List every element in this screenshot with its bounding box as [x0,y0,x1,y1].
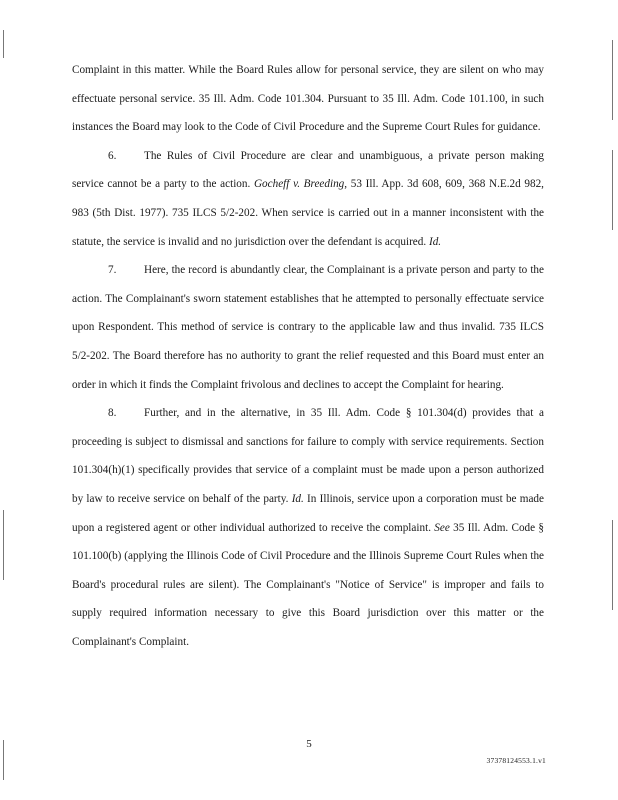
paragraph-number: 8. [108,407,117,420]
paragraph-text: The Rules of Civil Procedure are clear and unambiguous, a private person making service cannot be a party to the action. [72,149,544,191]
paragraph-text: 35 Ill. Adm. Code § 101.100(b) (applying the Illinois Code of Civil Procedure and the Illinois Supreme Court Rules when the Board's procedural rules are silent). The Complainant's "Notice of Service" is improper and fails to supply required information necessary to give this Board jurisdiction over this matter or the Complainant's Complaint. [72,521,544,648]
right-edge-mark-top [612,40,613,120]
paragraph-number: 6. [108,149,117,162]
citation-text: See [434,521,450,534]
paragraph-number: 7. [108,264,117,277]
paragraph-text: Further, and in the alternative, in 35 Ill. Adm. Code § 101.304(d) provides that a proceeding is subject to dismissal and sanctions for failure to comply with service requirements. Section 101.304(h)(1) specifically provides that service of a complaint must be made upon a person authorized by law to receive service on behalf of the party. [72,407,544,505]
paragraph-continued [72,56,544,142]
right-edge-mark-lower [612,520,613,610]
paragraph-7 [72,256,544,399]
citation-text: Gocheff v. Breeding [253,178,345,191]
page-number: 5 [306,738,312,750]
paragraph-text: , 53 Ill. App. 3d 608, 609, 368 N.E.2d 982, 983 (5th Dist. 1977). 735 ILCS 5/2-202. When service is carried out in a manner inconsistent with the statute, the service is invalid and no jurisdiction over the defendant is acquired. [72,178,544,248]
right-edge-mark-middle [612,150,613,230]
citation-text: Id. [291,492,304,505]
document-id: 37378124553.1.v1 [486,756,546,765]
paragraph-6 [72,142,544,256]
paragraph-text: In Illinois, service upon a corporation must be made upon a registered agent or other individual authorized to receive the complaint. [72,492,544,534]
paragraph-text: Complaint in this matter. While the Board Rules allow for personal service, they are silent on who may effectuate personal service. 35 Ill. Adm. Code 101.304. Pursuant to 35 Ill. Adm. Code 101.100, in such instances the Board may look to the Code of Civil Procedure and the Supreme Court Rules for guidance. [72,64,544,134]
document-body [72,56,544,656]
paragraph-8 [72,399,544,656]
left-edge-mark-middle [3,510,4,580]
citation-text: Id. [428,235,442,248]
left-edge-mark-top [3,30,4,58]
paragraph-text: Here, the record is abundantly clear, the Complainant is a private person and party to the action. The Complainant's sworn statement establishes that he attempted to personally effectuate service upon Respondent. This method of service is contrary to the applicable law and thus invalid. 735 ILCS 5/2-202. The Board therefore has no authority to grant the relief requested and this Board must enter an order in which it finds the Complaint frivolous and declines to accept the Complaint for hearing. [72,264,544,391]
